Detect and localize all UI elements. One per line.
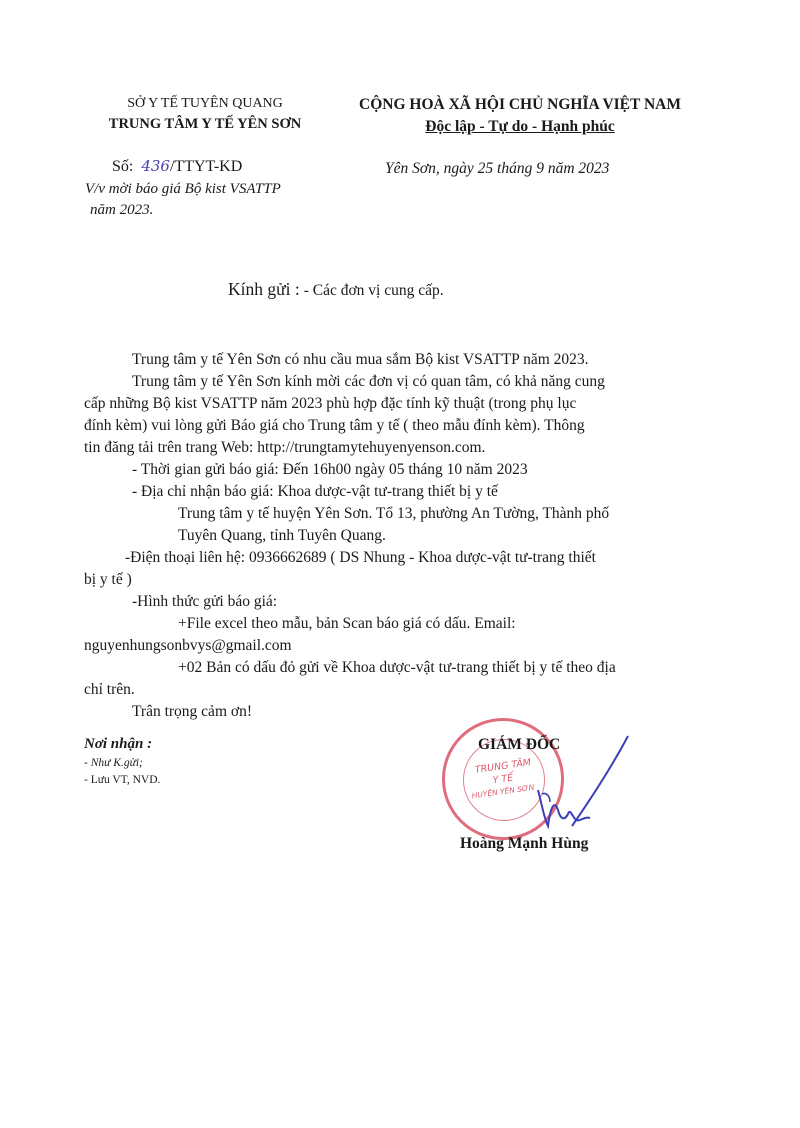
salutation (228, 279, 444, 300)
recipient-item: - Lưu VT, NVD. (84, 774, 161, 786)
body-line: Trung tâm y tế Yên Sơn kính mời các đơn vị có quan tâm, có khả năng cung (132, 373, 605, 390)
handwritten-signature (520, 730, 640, 840)
body-line: nguyenhungsonbvys@gmail.com (84, 637, 292, 654)
body-line: Trung tâm y tế Yên Sơn có nhu cầu mua sắm Bộ kist VSATTP năm 2023. (132, 351, 589, 368)
body-line: Trân trọng cảm ơn! (132, 703, 252, 720)
body-line: - Thời gian gửi báo giá: Đến 16h00 ngày 05 tháng 10 năm 2023 (132, 461, 528, 478)
body-line: chỉ trên. (84, 681, 135, 698)
body-line: tin đăng tải trên trang Web: http://trungtamytehuyenyenson.com. (84, 439, 486, 456)
signer-name: Hoàng Mạnh Hùng (460, 835, 589, 852)
org-parent: SỞ Y TẾ TUYÊN QUANG (127, 96, 283, 111)
salutation-recipient: - Các đơn vị cung cấp. (303, 282, 444, 299)
document-number (112, 157, 242, 176)
doc-number-label: Số: (112, 158, 134, 175)
stamp-line-2: Y TẾ (492, 772, 514, 787)
body-line: -Hình thức gửi báo giá: (132, 593, 278, 610)
body-line: Tuyên Quang, tỉnh Tuyên Quang. (178, 527, 386, 544)
stamp-line-1: TRUNG TÂM (474, 757, 532, 776)
doc-number-suffix: /TTYT-KD (169, 158, 243, 175)
body-line: cấp những Bộ kist VSATTP năm 2023 phù hợp đặc tính kỹ thuật (trong phụ lục (84, 395, 577, 412)
body-line: Trung tâm y tế huyện Yên Sơn. Tổ 13, phường An Tường, Thành phố (178, 505, 610, 522)
org-name: TRUNG TÂM Y TẾ YÊN SƠN (108, 116, 302, 132)
salutation-label: Kính gửi : (228, 279, 300, 299)
recipient-item: - Như K.gửi; (84, 757, 143, 769)
body-line: -Điện thoại liên hệ: 0936662689 ( DS Nhung - Khoa dược-vật tư-trang thiết (125, 549, 596, 566)
stamp-line-3: HUYỆN YÊN SƠN (471, 782, 535, 801)
body-line: +02 Bản có dấu đỏ gửi về Khoa dược-vật tư-trang thiết bị y tế theo địa (178, 659, 616, 676)
doc-number-handwritten: 436 (141, 157, 170, 175)
body-line: - Địa chỉ nhận báo giá: Khoa dược-vật tư-trang thiết bị y tế (132, 483, 498, 500)
subject-line-2: năm 2023. (90, 202, 154, 218)
body-line: đính kèm) vui lòng gửi Báo giá cho Trung tâm y tế ( theo mẫu đính kèm). Thông (84, 417, 585, 434)
national-title: CỘNG HOÀ XÃ HỘI CHỦ NGHĨA VIỆT NAM (359, 96, 681, 113)
body-line: +File excel theo mẫu, bản Scan báo giá có dấu. Email: (178, 615, 516, 632)
signer-position: GIÁM ĐỐC (478, 736, 561, 753)
body-line: bị y tế ) (84, 571, 132, 588)
subject-line-1: V/v mời báo giá Bộ kist VSATTP (85, 181, 281, 197)
national-motto: Độc lập - Tự do - Hạnh phúc (425, 118, 615, 135)
recipients-title: Nơi nhận : (84, 736, 153, 752)
place-date: Yên Sơn, ngày 25 tháng 9 năm 2023 (385, 160, 610, 177)
